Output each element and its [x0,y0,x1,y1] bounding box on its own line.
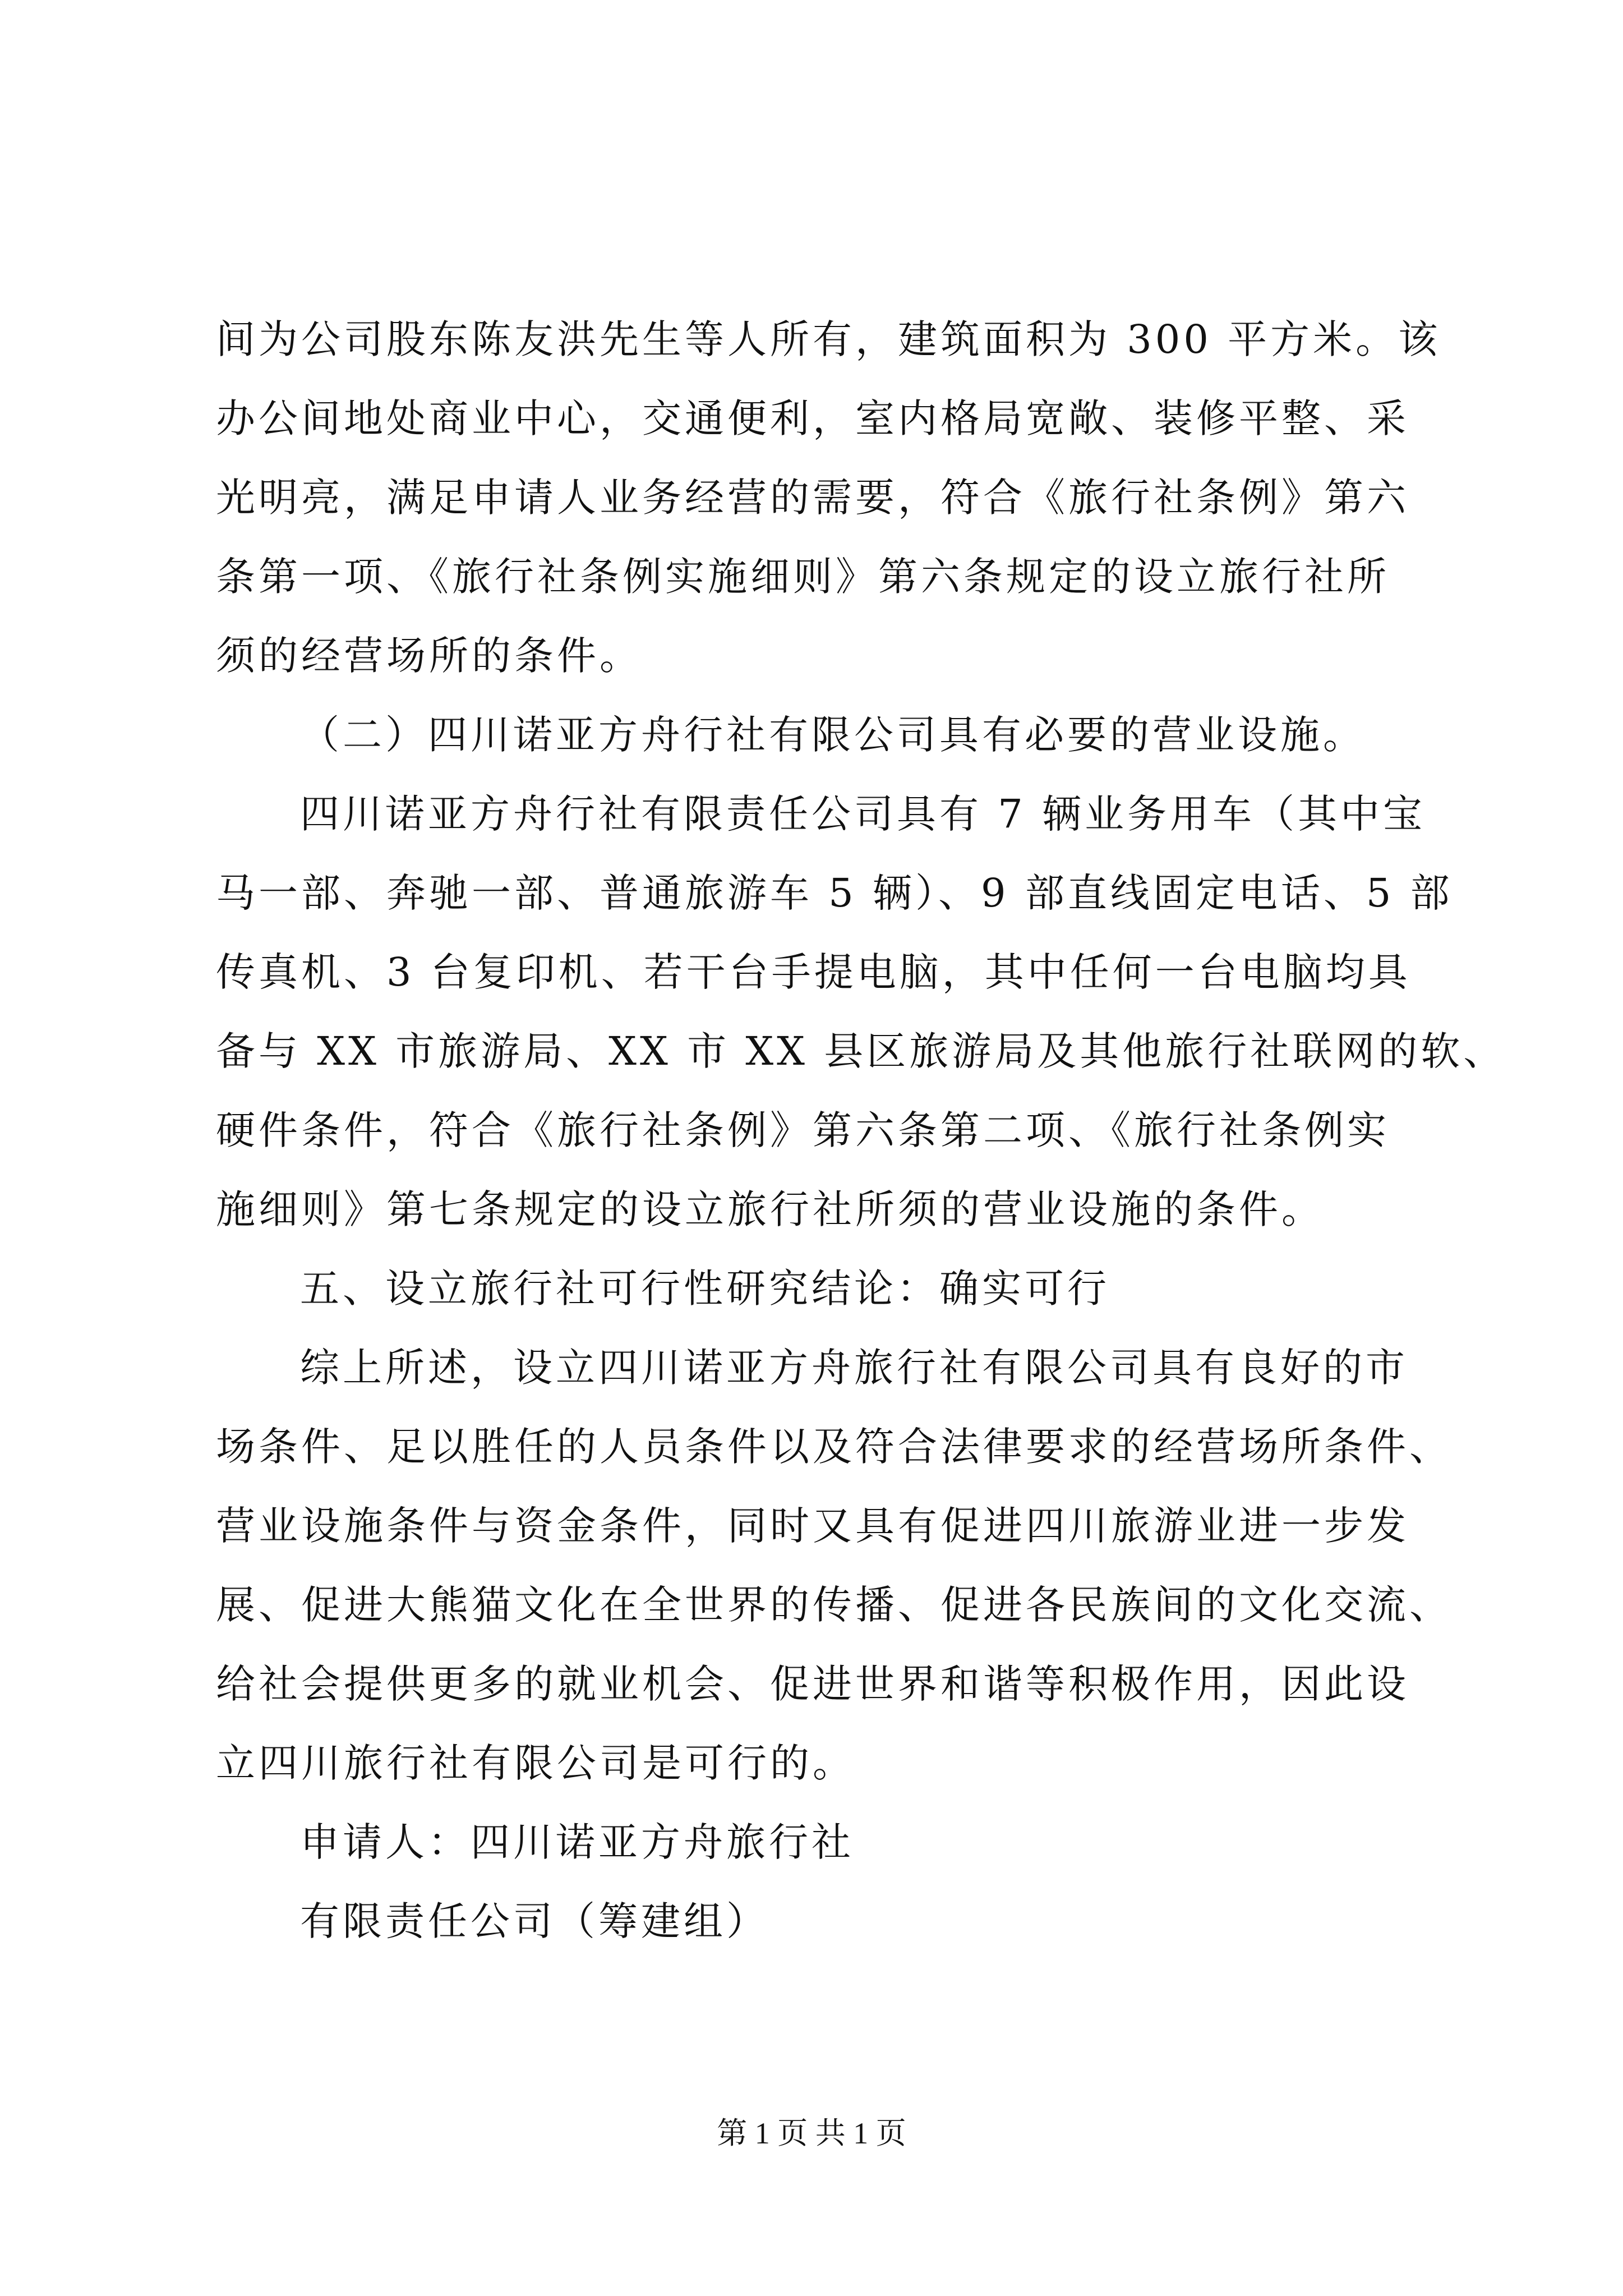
text-line: 间为公司股东陈友洪先生等人所有，建筑面积为 300 平方米。该 [216,316,1441,362]
section-heading-facilities [216,696,1410,775]
text-line: 立四川旅行社有限公司是可行的。 [216,1740,855,1786]
page-footer [0,2114,1623,2153]
text-line: 备与 XX 市旅游局、XX 市 XX 县区旅游局及其他旅行社联网的软、 [216,1028,1506,1074]
applicant-line: 申请人：四川诺亚方舟旅行社 [300,1819,854,1865]
text-line: 给社会提供更多的就业机会、促进世界和谐等积极作用，因此设 [216,1661,1409,1707]
text-line: 四川诺亚方舟行社有限责任公司具有 7 辆业务用车（其中宝 [300,791,1426,837]
section-heading-conclusion [216,1249,1410,1328]
text-line: 综上所述，设立四川诺亚方舟旅行社有限公司具有良好的市 [300,1345,1408,1391]
text-line: 办公间地处商业中心，交通便利，室内格局宽敞、装修平整、采 [216,395,1409,441]
paragraph-office-premises [216,300,1441,696]
text-line: 条第一项、《旅行社条例实施细则》第六条规定的设立旅行社所 [216,554,1390,600]
text-line: 须的经营场所的条件。 [216,633,642,679]
text-line: 施细则》第七条规定的设立旅行社所须的营业设施的条件。 [216,1186,1324,1232]
text-line: 展、促进大熊猫文化在全世界的传播、促进各民族间的文化交流、 [216,1582,1452,1628]
applicant-line: 有限责任公司（筹建组） [300,1898,769,1944]
document-body [216,300,1506,1961]
text-line: 传真机、3 台复印机、若干台手提电脑，其中任何一台电脑均具 [216,949,1411,995]
text-line: 光明亮，满足申请人业务经营的需要，符合《旅行社条例》第六 [216,475,1409,521]
text-line: 营业设施条件与资金条件，同时又具有促进四川旅游业进一步发 [216,1503,1409,1549]
text-line: 场条件、足以胜任的人员条件以及符合法律要求的经营场所条件、 [216,1424,1452,1470]
paragraph-facilities [216,775,1506,1249]
text-line: 马一部、奔驰一部、普通旅游车 5 辆）、9 部直线固定电话、5 部 [216,870,1453,916]
applicant-signature-block [216,1803,1410,1961]
text-line: 硬件条件，符合《旅行社条例》第六条第二项、《旅行社条例实 [216,1107,1390,1153]
page-number-label: 第 1 页 共 1 页 [717,2116,906,2150]
paragraph-conclusion [216,1328,1452,1803]
heading-line: （二）四川诺亚方舟行社有限公司具有必要的营业设施。 [300,712,1366,758]
heading-line: 五、设立旅行社可行性研究结论：确实可行 [300,1266,1110,1312]
